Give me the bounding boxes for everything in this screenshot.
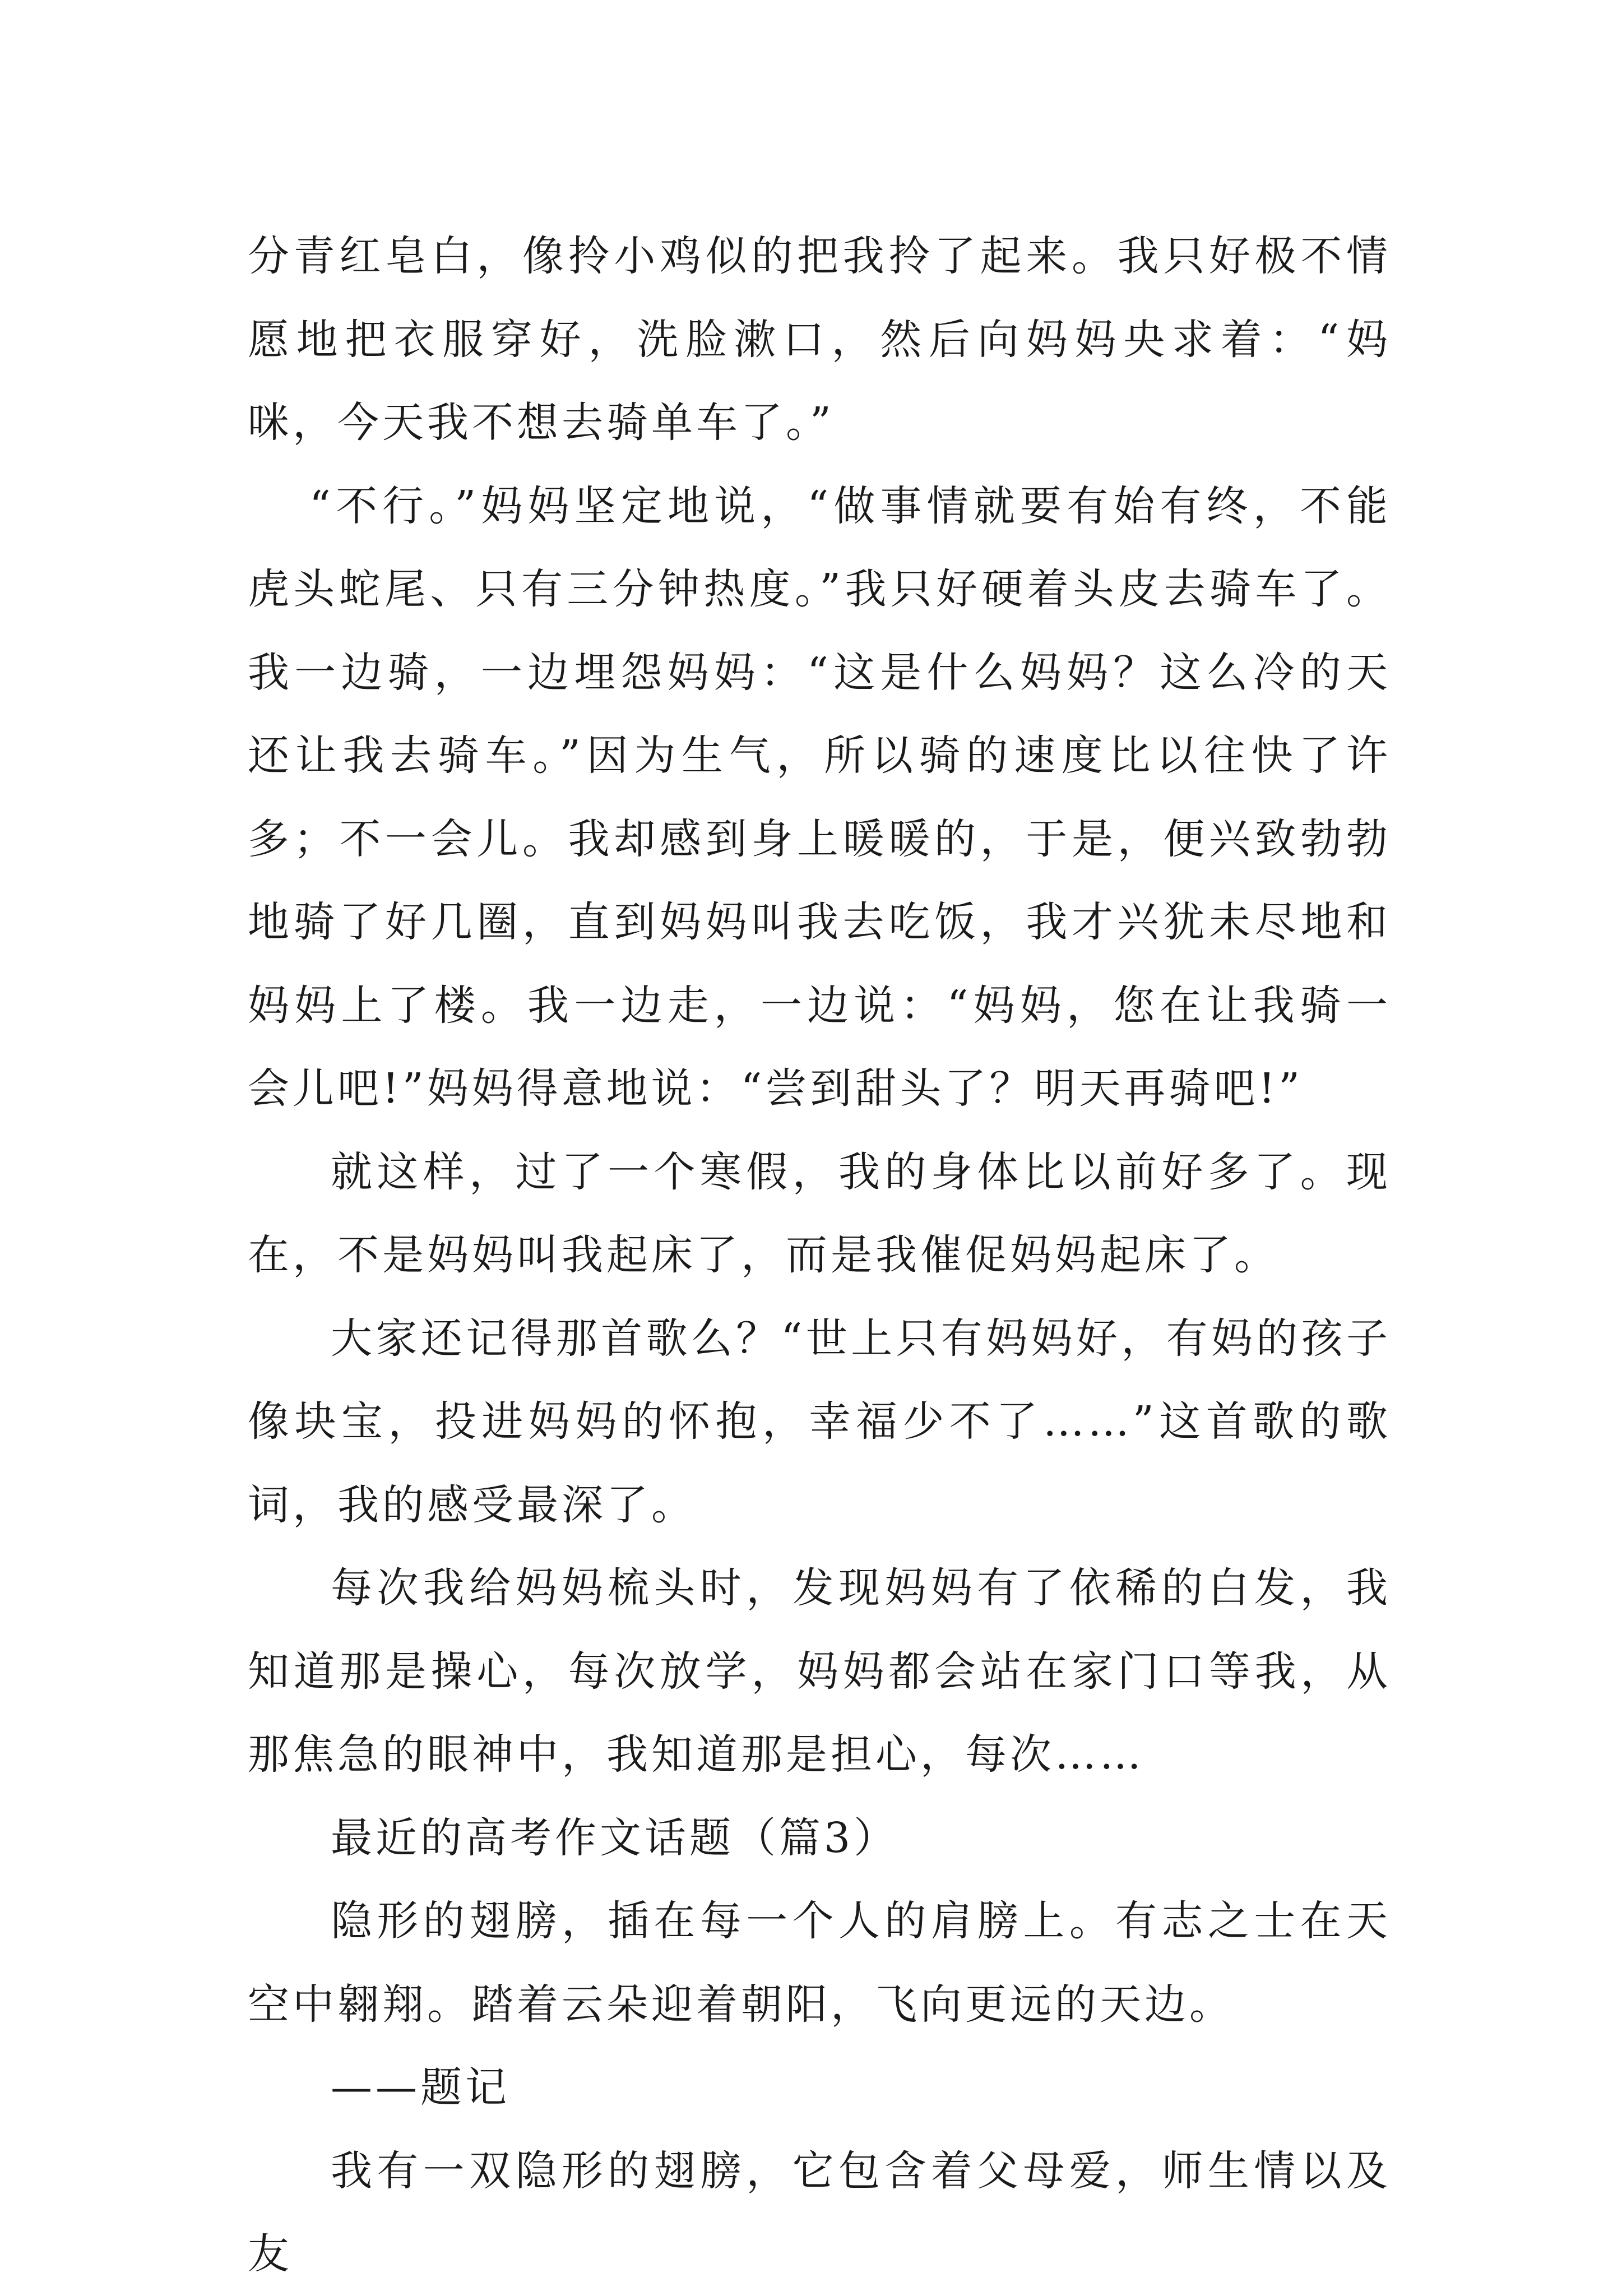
paragraph-dialogue: “不行。”妈妈坚定地说，“做事情就要有始有终，不能虎头蛇尾、只有三分钟热度。”我只好硬着头皮去骑车了。我一边骑，一边埋怨妈妈：“这是什么妈妈？这么冷的天还让我去骑车。”因为生气，所以骑的速度比以往快了许多；不一会儿。我却感到身上暖暖的，于是，便兴致勃勃地骑了好几圈，直到妈妈叫我去吃饭，我才兴犹未尽地和妈妈上了楼。我一边走，一边说：“妈妈，您在让我骑一会儿吧!”妈妈得意地说：“尝到甜头了？明天再骑吧!”	[248, 482, 1391, 1113]
paragraph-epigraph-attribution: ——题记	[331, 2063, 510, 2112]
paragraph-wings: 我有一双隐形的翅膀，它包含着父母爱，师生情以及友	[248, 2146, 1391, 2278]
paragraph-hair: 每次我给妈妈梳头时，发现妈妈有了依稀的白发，我知道那是操心，每次放学，妈妈都会站在家门口等我，从那焦急的眼神中，我知道那是担心，每次……	[248, 1564, 1391, 1779]
section-heading: 最近的高考作文话题（篇3）	[331, 1813, 899, 1862]
paragraph-epigraph: 隐形的翅膀，插在每一个人的肩膀上。有志之士在天空中翱翔。踏着云朵迎着朝阳，飞向更远的天边。	[248, 1897, 1391, 2029]
paragraph-continuation: 分青红皂白，像拎小鸡似的把我拎了起来。我只好极不情愿地把衣服穿好，洗脸漱口，然后向妈妈央求着：“妈咪，今天我不想去骑单车了。”	[248, 232, 1391, 447]
paragraph-winter-vacation: 就这样，过了一个寒假，我的身体比以前好多了。现在，不是妈妈叫我起床了，而是我催促妈妈起床了。	[248, 1147, 1391, 1279]
paragraph-song: 大家还记得那首歌么？“世上只有妈妈好，有妈的孩子像块宝，投进妈妈的怀抱，幸福少不了……”这首歌的歌词，我的感受最深了。	[248, 1314, 1391, 1529]
document-body	[248, 215, 1391, 2296]
